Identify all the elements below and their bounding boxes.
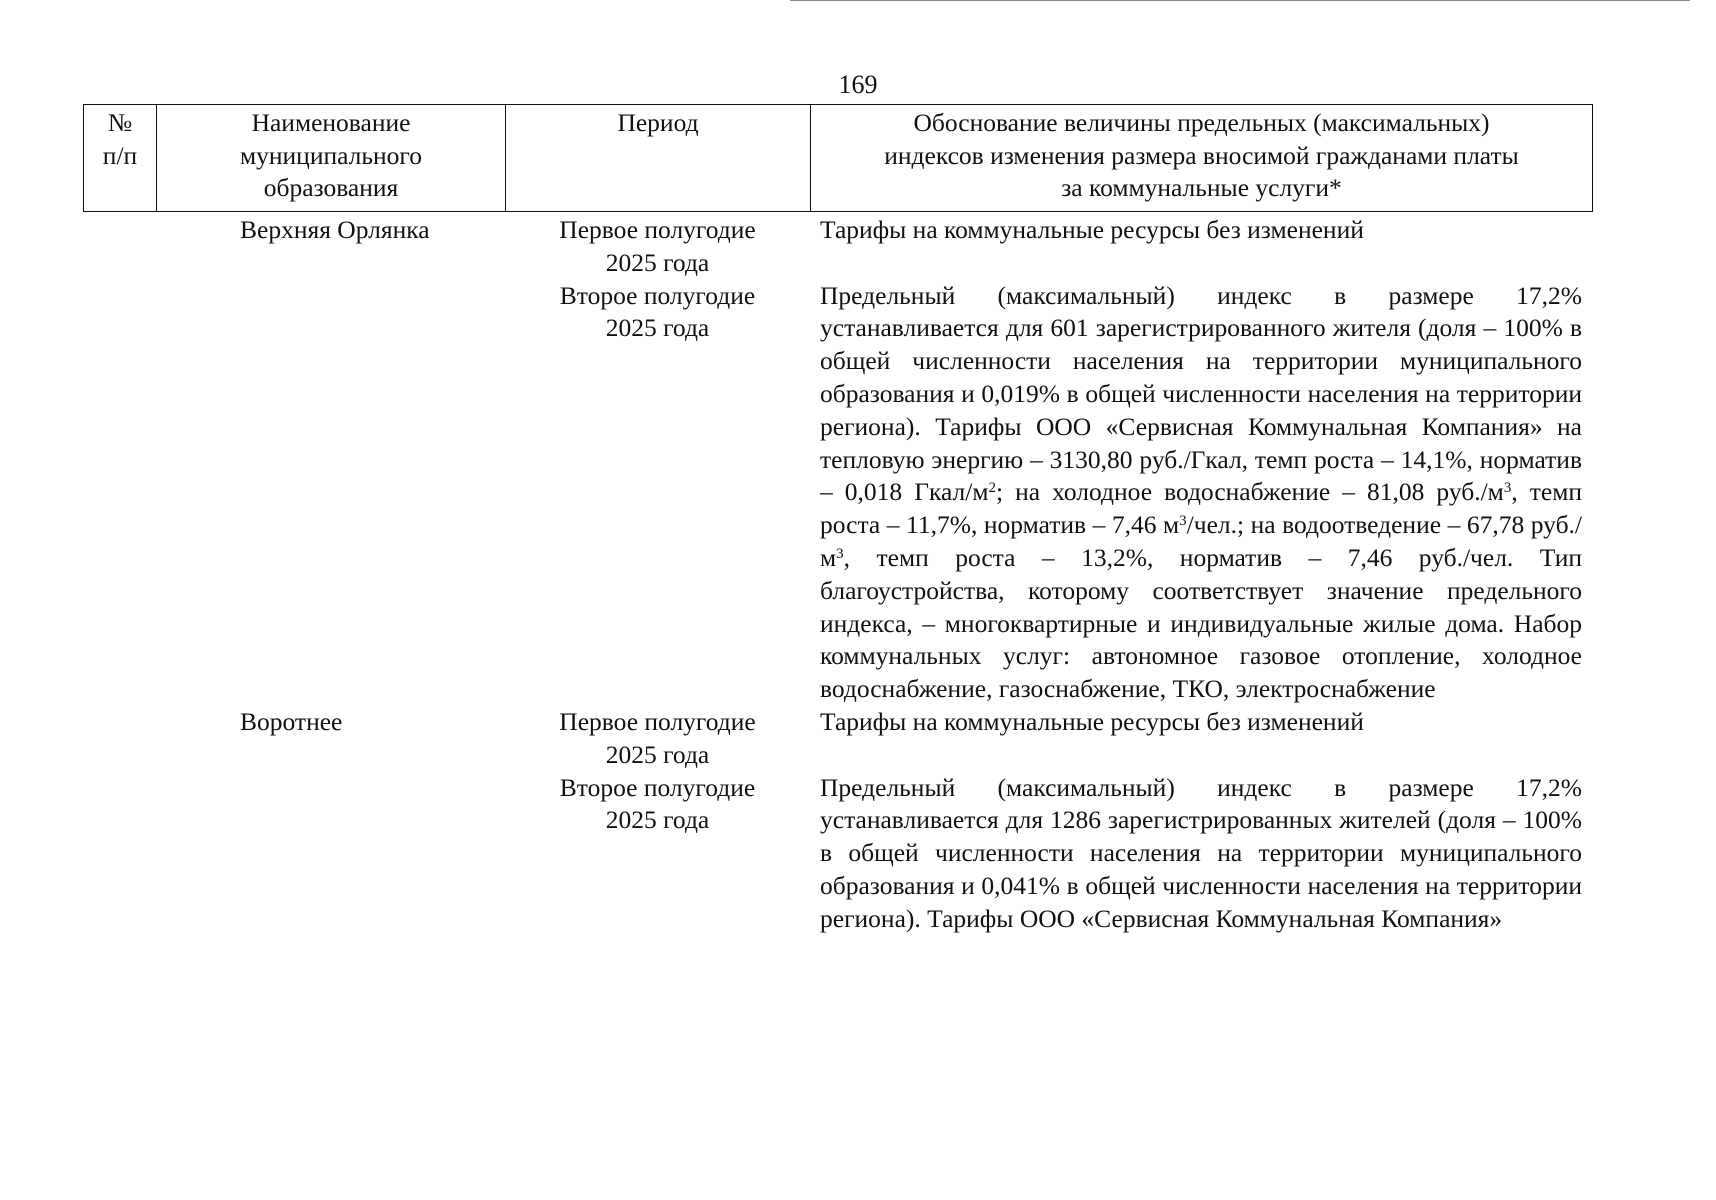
period-cell: Первое полугодие 2025 года xyxy=(559,706,756,769)
page-number: 169 xyxy=(838,70,878,99)
table-row xyxy=(83,772,1592,936)
justification-text: Тарифы на коммунальные ресурсы без изменений xyxy=(820,706,1364,736)
table-row xyxy=(83,280,1592,706)
justification-text: Предельный (максимальный) индекс в размере 17,2% устанавливается для 601 зарегистрированного жителя (доля – 100% в общей численности населения на территории муниципального образования и 0,019% в общей численности населения на территории региона). Тарифы ООО «Сервисная Коммунальная Компания» на тепловую энергию – 3130,80 руб./Гкал, темп роста – 14,1%, норматив – 0,018 Гкал/$м^2$; на холодное водоснабжение – 81,08 $руб./м^3$, темп роста – 11,7%, норматив – 7,46 $м^3$/чел.; на водоотведение – 67,78 $руб./м^3$, темп роста – 13,2%, норматив – 7,46 руб./чел. Тип благоустройства, которому соответствует значение предельного индекса, – многоквартирные и индивидуальные жилые дома. Набор коммунальных услуг: автономное газовое отопление, холодное водоснабжение, газоснабжение, ТКО, электроснабжение xyxy=(820,280,1583,704)
period-cell: Второе полугодие 2025 года xyxy=(559,772,756,835)
header-row xyxy=(84,105,1593,212)
table-header xyxy=(83,104,1593,212)
header-cell-justification: Обоснование величины предельных (максимальных) индексов изменения размера вносимой гражданами платы за коммунальные услуги* xyxy=(811,105,1593,212)
header-cell-number: № п/п xyxy=(84,105,157,212)
header-cell-municipality: Наименование муниципального образования xyxy=(157,105,506,212)
municipality-name: Воротнее xyxy=(240,706,343,736)
period-cell: Второе полугодие 2025 года xyxy=(559,280,756,343)
row-number-cell xyxy=(83,772,156,936)
period-cell: Первое полугодие 2025 года xyxy=(559,215,756,277)
municipality-name xyxy=(156,280,505,706)
header-cell-period: Период xyxy=(506,105,811,212)
row-number-cell xyxy=(83,280,156,706)
municipality-name: Верхняя Орлянка xyxy=(240,215,430,244)
scan-edge-line xyxy=(790,0,1690,1)
table-row xyxy=(83,214,1592,280)
municipality-name xyxy=(156,772,505,936)
justification-text: Предельный (максимальный) индекс в размере 17,2% устанавливается для 1286 зарегистрированных жителей (доля – 100% в общей численности населения на территории муниципального образования и 0,041% в общей численности населения на территории региона). Тарифы ООО «Сервисная Коммунальная Компания» xyxy=(820,772,1582,933)
table-body xyxy=(83,214,1592,936)
row-number-cell xyxy=(83,214,156,280)
table-row xyxy=(83,706,1592,772)
row-number-cell xyxy=(83,706,156,772)
justification-text: Тарифы на коммунальные ресурсы без изменений xyxy=(820,215,1364,244)
